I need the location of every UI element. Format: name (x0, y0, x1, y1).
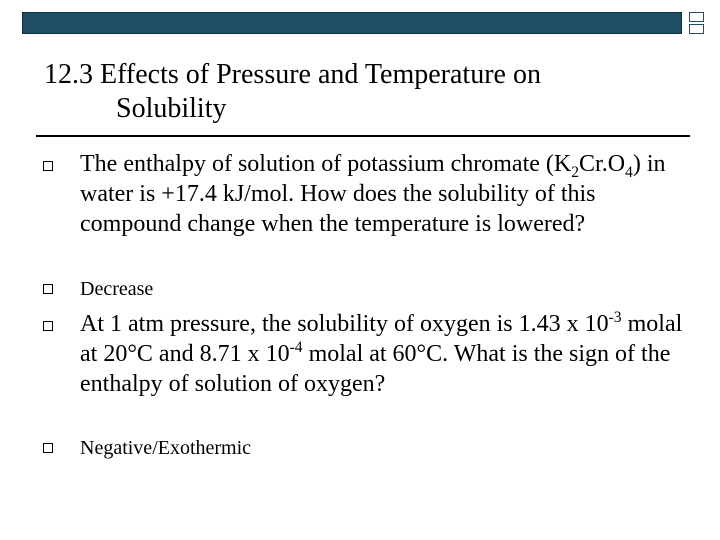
bullet-text: The enthalpy of solution of potassium chromate $(K_2Cr.O_4)$ in water is +17.4 kJ/mol. How does the solubility of this compound change when the temperature is lowered? (80, 151, 666, 237)
slide-title (44, 58, 684, 126)
bullet-text: At 1 atm pressure, the solubility of oxygen is 1.43 x $10^{-3}$ molal at 20°C and 8.71 x $10^{-4}$ molal at 60°C. What is the sign of the enthalpy of solution of oxygen? (80, 309, 683, 397)
hollow-square-bullet-icon (43, 443, 53, 453)
bullet-text: Negative/Exothermic (80, 437, 252, 459)
slide-title-line1: 12.3 Effects of Pressure and Temperature on (44, 59, 541, 90)
hollow-square-bullet-icon (43, 161, 53, 171)
bullet-item-question-1 (80, 149, 695, 239)
bullet-text: Decrease (80, 278, 154, 300)
header-corner-box-bottom (689, 24, 704, 34)
hollow-square-bullet-icon (43, 321, 53, 331)
title-divider (36, 135, 690, 137)
header-corner-box-top (689, 12, 704, 22)
slide-header-bar (22, 12, 682, 34)
hollow-square-bullet-icon (43, 284, 53, 294)
bullet-item-question-2 (80, 309, 695, 399)
bullet-item-answer-1 (80, 276, 695, 302)
bullet-item-answer-2 (80, 435, 695, 461)
slide-title-line2: Solubility (116, 93, 227, 124)
